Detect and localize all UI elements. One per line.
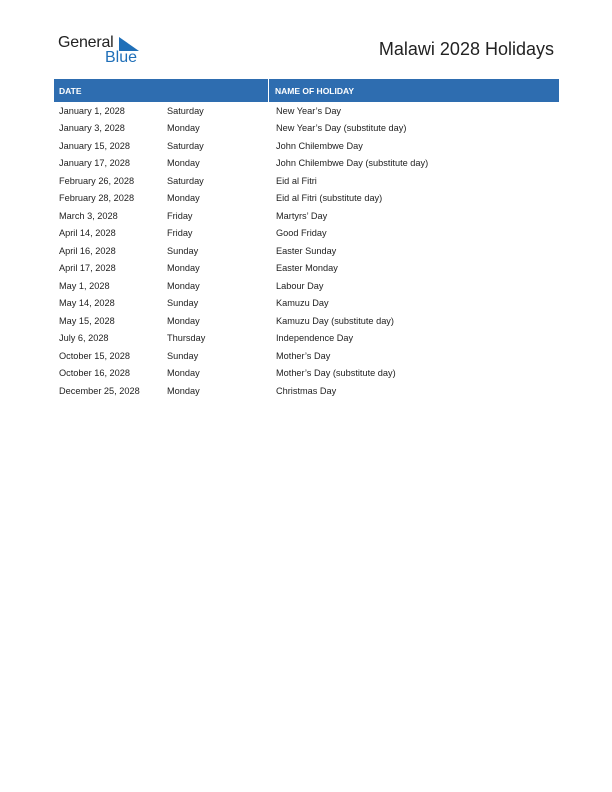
table-body: [54, 102, 559, 400]
column-header-holiday-name: NAME OF HOLIDAY: [275, 85, 355, 96]
table-row: [54, 365, 559, 383]
holiday-date: May 1, 2028: [59, 280, 110, 291]
table-row: [54, 225, 559, 243]
holiday-name: Easter Sunday: [276, 245, 337, 256]
holiday-name: Labour Day: [276, 280, 324, 291]
holiday-weekday: Sunday: [167, 298, 199, 309]
holiday-weekday: Monday: [167, 158, 200, 169]
holiday-weekday: Monday: [167, 368, 200, 379]
holiday-name: New Year’s Day: [276, 105, 342, 116]
holiday-weekday: Thursday: [167, 333, 206, 344]
generalblue-logo: [58, 34, 148, 68]
holiday-name: Christmas Day: [276, 385, 337, 396]
holiday-weekday: Saturday: [167, 105, 204, 116]
table-row: [54, 102, 559, 120]
table-row: [54, 137, 559, 155]
holiday-date: July 6, 2028: [59, 333, 109, 344]
column-header-date: DATE: [54, 79, 269, 102]
holiday-date: January 3, 2028: [59, 123, 125, 134]
holiday-date: February 26, 2028: [59, 175, 135, 186]
table-row: [54, 312, 559, 330]
holiday-date: February 28, 2028: [59, 193, 135, 204]
holiday-weekday: Monday: [167, 123, 200, 134]
table-header: [54, 79, 559, 102]
holiday-name: John Chilembwe Day: [276, 140, 363, 151]
page-title: Malawi 2028 Holidays: [378, 39, 554, 59]
holiday-weekday: Sunday: [167, 350, 199, 361]
holiday-date: October 15, 2028: [59, 350, 130, 361]
logo-text-blue: Blue: [105, 49, 138, 66]
table-row: [54, 207, 559, 225]
holiday-name: Good Friday: [276, 228, 327, 239]
table-row: [54, 347, 559, 365]
table-row: [54, 295, 559, 313]
holiday-weekday: Monday: [167, 280, 200, 291]
holiday-name: Martyrs’ Day: [276, 210, 328, 221]
holiday-date: December 25, 2028: [59, 385, 140, 396]
holiday-date: April 16, 2028: [59, 245, 116, 256]
table-row: [54, 155, 559, 173]
holiday-name: Mother’s Day: [276, 350, 331, 361]
holidays-table: [54, 79, 559, 400]
holiday-date: April 14, 2028: [59, 228, 116, 239]
holiday-date: May 14, 2028: [59, 298, 115, 309]
holiday-weekday: Friday: [167, 210, 193, 221]
holiday-date: May 15, 2028: [59, 315, 115, 326]
holiday-name: Eid al Fitri: [276, 175, 317, 186]
holiday-name: Independence Day: [276, 333, 354, 344]
holiday-weekday: Saturday: [167, 175, 204, 186]
holiday-name: Eid al Fitri (substitute day): [276, 193, 383, 204]
holiday-name: Kamuzu Day: [276, 298, 329, 309]
table-row: [54, 242, 559, 260]
holiday-name: New Year’s Day (substitute day): [276, 123, 407, 134]
holiday-name: Mother’s Day (substitute day): [276, 368, 396, 379]
holiday-weekday: Monday: [167, 385, 200, 396]
holiday-weekday: Monday: [167, 193, 200, 204]
holiday-weekday: Saturday: [167, 140, 204, 151]
table-row: [54, 277, 559, 295]
holiday-date: October 16, 2028: [59, 368, 130, 379]
holiday-date: January 17, 2028: [59, 158, 131, 169]
holiday-name: Easter Monday: [276, 263, 338, 274]
holiday-date: April 17, 2028: [59, 263, 116, 274]
holiday-name: Kamuzu Day (substitute day): [276, 315, 394, 326]
holiday-weekday: Friday: [167, 228, 193, 239]
table-row: [54, 330, 559, 348]
holiday-date: January 1, 2028: [59, 105, 125, 116]
holiday-date: March 3, 2028: [59, 210, 118, 221]
holiday-weekday: Monday: [167, 263, 200, 274]
table-row: [54, 382, 559, 400]
holiday-name: John Chilembwe Day (substitute day): [276, 158, 429, 169]
table-row: [54, 260, 559, 278]
table-row: [54, 190, 559, 208]
logo-text-general: General: [58, 34, 114, 51]
holiday-date: January 15, 2028: [59, 140, 131, 151]
holiday-weekday: Sunday: [167, 245, 199, 256]
table-row: [54, 120, 559, 138]
holiday-weekday: Monday: [167, 315, 200, 326]
table-row: [54, 172, 559, 190]
